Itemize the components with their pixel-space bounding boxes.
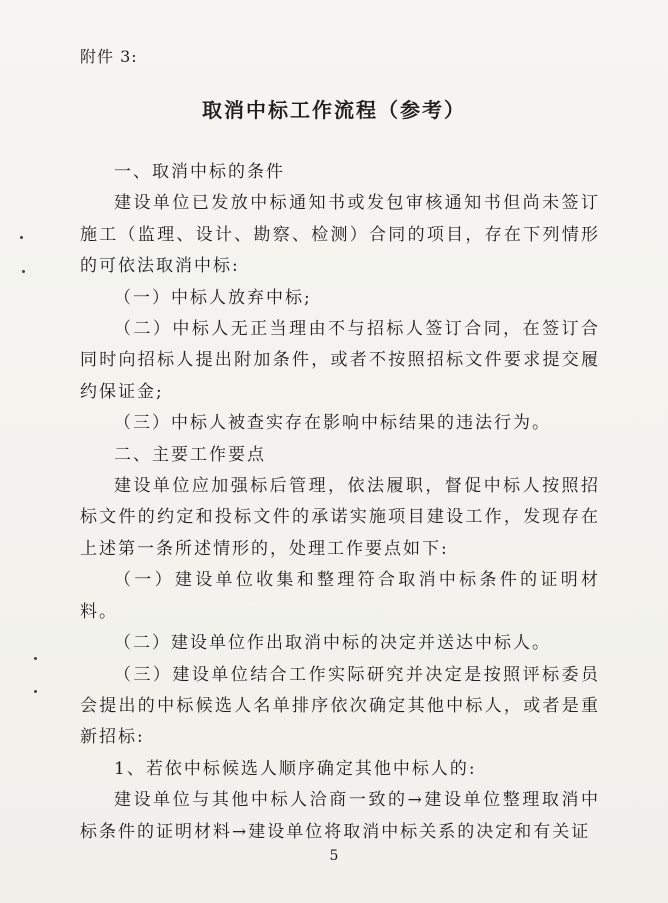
scan-speckle — [22, 270, 25, 273]
scan-speckle — [20, 236, 23, 239]
document-body — [80, 157, 600, 848]
list-item: （二）中标人无正当理由不与招标人签订合同，在签订合同时向招标人提出附加条件，或者不按照招标文件要求提交履约保证金; — [80, 319, 600, 402]
scan-speckle — [34, 690, 37, 693]
list-item: （三）中标人被查实存在影响中标结果的违法行为。 — [114, 413, 551, 434]
paragraph: 建设单位应加强标后管理，依法履职，督促中标人按照招标文件的约定和投标文件的承诺实施项目建设工作，发现存在上述第一条所述情形的，处理工作要点如下: — [80, 476, 600, 559]
list-item: （一）中标人放弃中标; — [114, 287, 312, 308]
section-heading-key-points: 二、主要工作要点 — [114, 444, 266, 465]
document-title: 取消中标工作流程（参考） — [202, 98, 466, 122]
sub-item: 1、若依中标候选人顺序确定其他中标人的: — [114, 758, 477, 779]
scan-speckle — [34, 657, 37, 660]
section-heading-conditions: 一、取消中标的条件 — [114, 162, 285, 182]
list-item: （二）建设单位作出取消中标的决定并送达中标人。 — [114, 633, 551, 654]
paragraph: 建设单位与其他中标人洽商一致的→建设单位整理取消中标条件的证明材料→建设单位将取消中标关系的决定和有关证 — [80, 790, 600, 842]
page-number: 5 — [329, 848, 339, 864]
paragraph: 建设单位已发放中标通知书或发包审核通知书但尚未签订施工（监理、设计、勘察、检测）合同的项目，存在下列情形的可依法取消中标: — [80, 193, 600, 277]
list-item: （一）建设单位收集和整理符合取消中标条件的证明材料。 — [80, 570, 600, 622]
attachment-label: 附件 3: — [80, 47, 138, 66]
list-item: （三）建设单位结合工作实际研究并决定是按照评标委员会提出的中标候选人名单排序依次确定其他中标人，或者是重新招标: — [80, 664, 600, 748]
